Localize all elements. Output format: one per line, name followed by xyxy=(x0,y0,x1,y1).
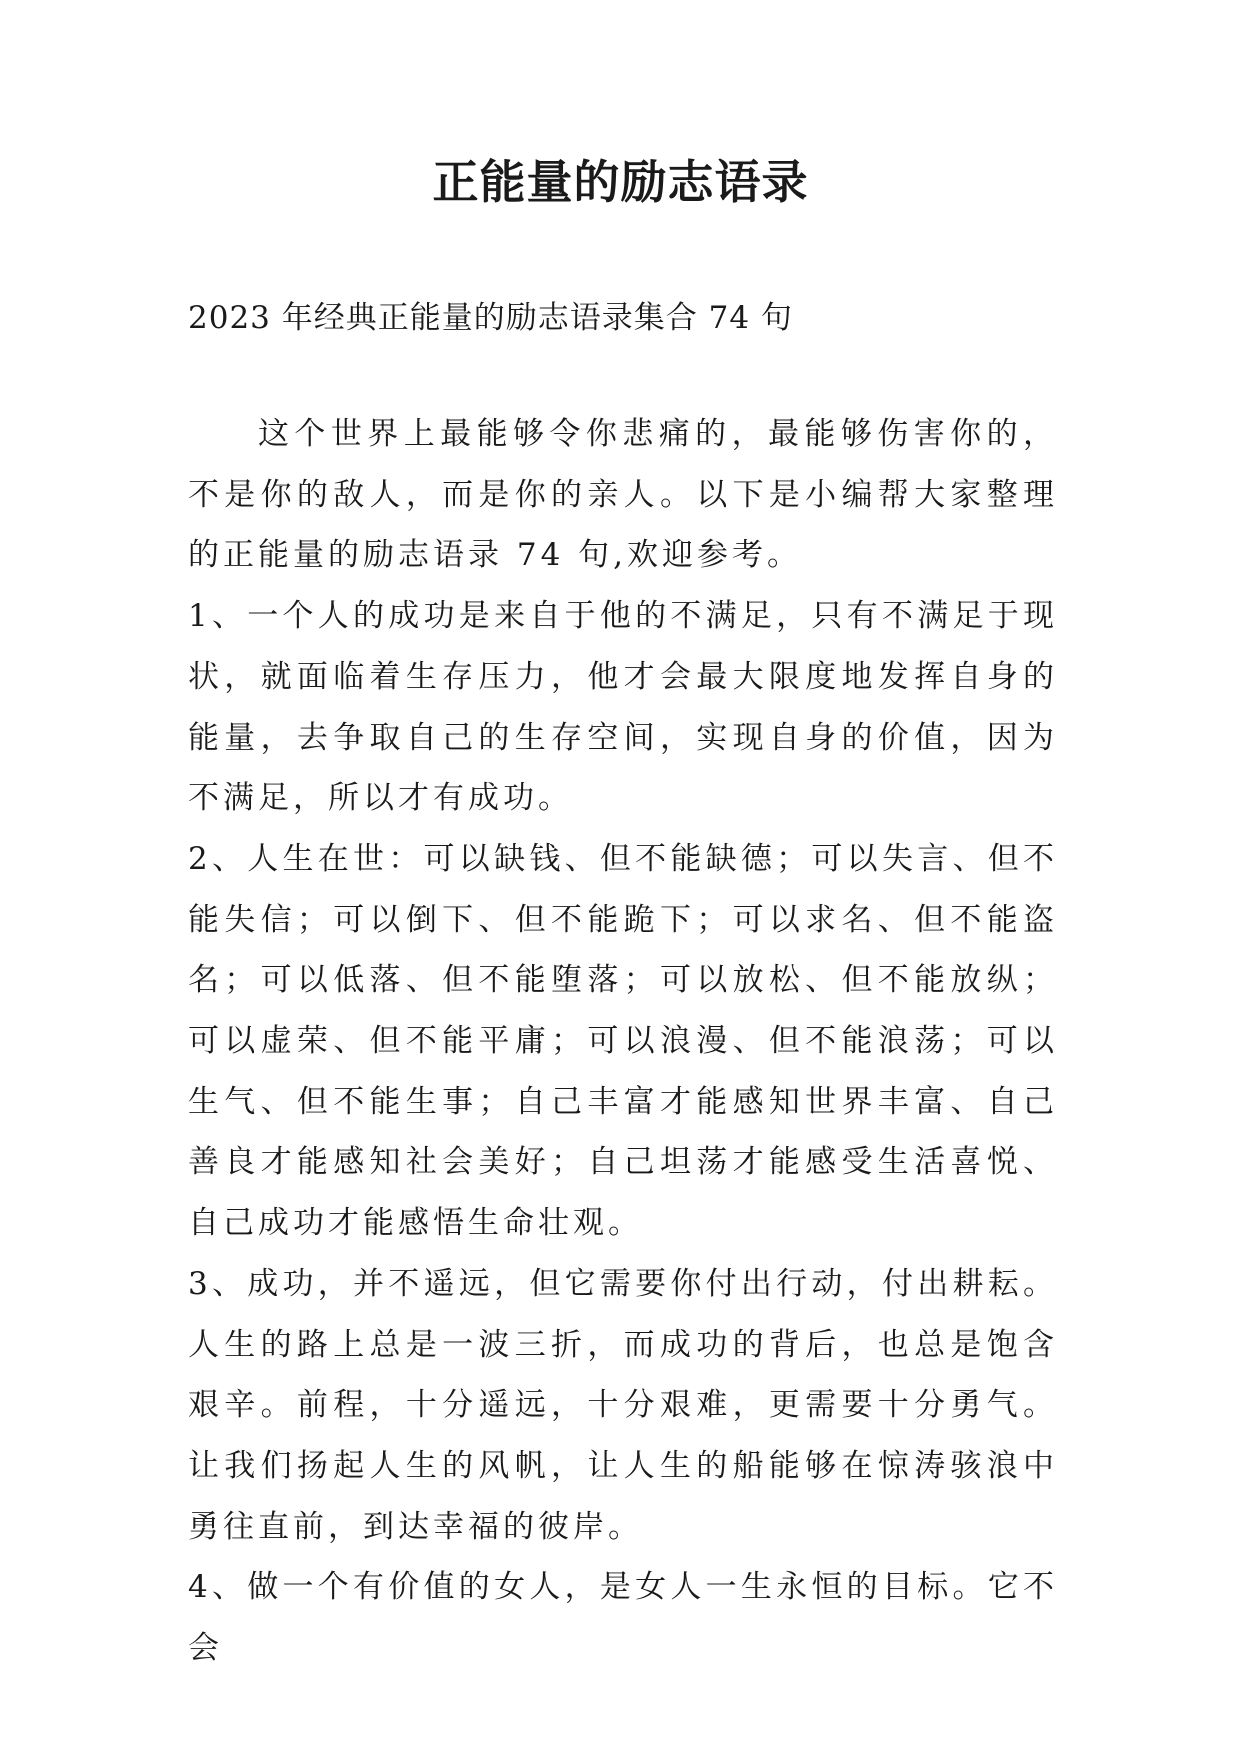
quote-item-3: 3、成功，并不遥远，但它需要你付出行动，付出耕耘。人生的路上总是一波三折，而成功的背后，也总是饱含艰辛。前程，十分遥远，十分艰难，更需要十分勇气。让我们扬起人生的风帆，让人生的船能够在惊涛骇浪中勇往直前，到达幸福的彼岸。 xyxy=(188,1265,1058,1545)
document-body xyxy=(188,404,1058,1679)
intro-paragraph: 这个世界上最能够令你悲痛的，最能够伤害你的，不是你的敌人，而是你的亲人。以下是小编帮大家整理的正能量的励志语录 74 句,欢迎参考。 xyxy=(188,416,1058,574)
quote-item-2: 2、人生在世：可以缺钱、但不能缺德；可以失言、但不能失信；可以倒下、但不能跪下；可以求名、但不能盗名；可以低落、但不能堕落；可以放松、但不能放纵；可以虚荣、但不能平庸；可以浪漫、但不能浪荡；可以生气、但不能生事；自己丰富才能感知世界丰富、自己善良才能感知社会美好；自己坦荡才能感受生活喜悦、自己成功才能感悟生命壮观。 xyxy=(188,840,1058,1242)
quote-item-1: 1、一个人的成功是来自于他的不满足，只有不满足于现状，就面临着生存压力，他才会最大限度地发挥自身的能量，去争取自己的生存空间，实现自身的价值，因为不满足，所以才有成功。 xyxy=(188,598,1058,817)
page-title: 正能量的励志语录 xyxy=(432,155,809,209)
quote-item-4: 4、做一个有价值的女人，是女人一生永恒的目标。它不会 xyxy=(188,1569,1058,1667)
document-subtitle: 2023 年经典正能量的励志语录集合 74 句 xyxy=(188,300,793,336)
